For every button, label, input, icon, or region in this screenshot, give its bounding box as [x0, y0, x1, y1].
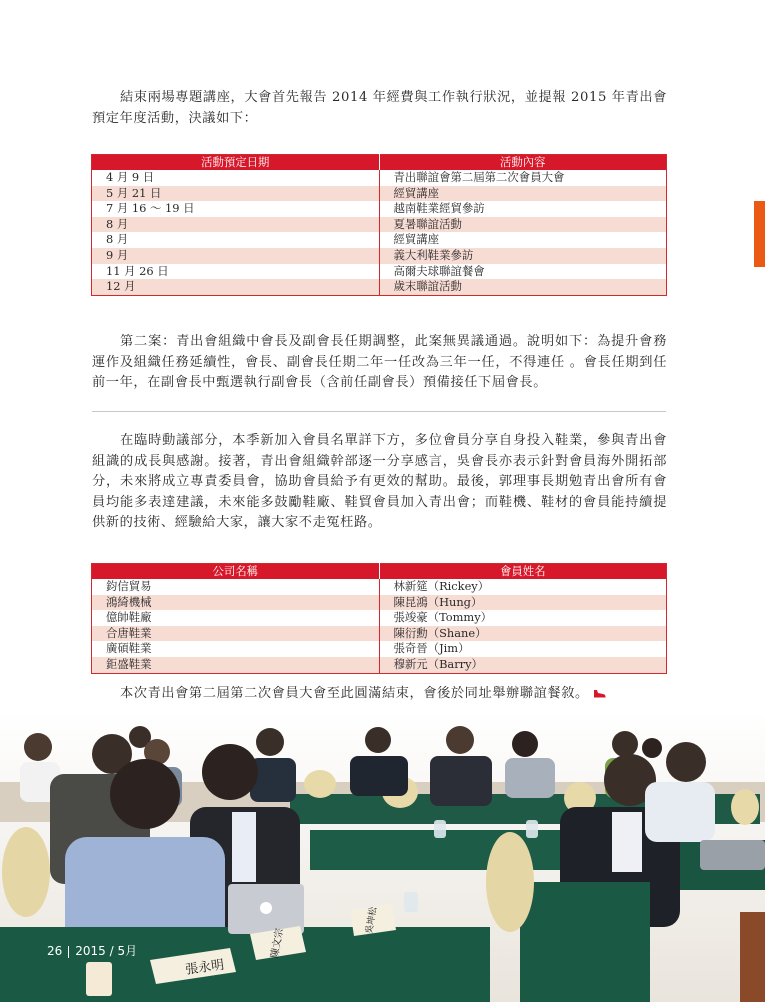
- activity-row: [92, 264, 667, 280]
- member-row-col1: 廣碩鞋業: [92, 641, 380, 657]
- activity-row-col2: 高爾夫球聯誼餐會: [379, 264, 667, 280]
- activity-row-col1: 12 月: [92, 279, 380, 295]
- activity-row: [92, 170, 667, 186]
- member-row-col1: 鈞信貿易: [92, 579, 380, 595]
- member-row: [92, 657, 667, 673]
- page-number: 26: [47, 944, 63, 958]
- member-row-col2: 張奇晉（Jim）: [379, 641, 667, 657]
- member-row-col1: 鴻綺機械: [92, 595, 380, 611]
- member-row: [92, 610, 667, 626]
- activity-row: [92, 201, 667, 217]
- new-members-table: [91, 563, 667, 674]
- column-header-content: 活動內容: [379, 155, 667, 171]
- section-divider: [92, 411, 666, 412]
- activity-row: [92, 279, 667, 295]
- second-case-paragraph: 第二案：青出會組織中會長及副會長任期調整，此案無異議通過。說明如下：為提升會務運作及組織任務延續性，會長、副會長任期二年一任改為三年一任，不得連任 。會長任期到任前一年，在副會長中甄選執行副會長（含前任副會長）預備接任下屆會長。: [92, 334, 667, 391]
- shoe-end-mark-icon: [593, 689, 606, 698]
- member-row: [92, 641, 667, 657]
- motion-paragraph: 在臨時動議部分，本季新加入會員名單詳下方，多位會員分享自身投入鞋業，參與青出會組識的成長與感謝。接著，青出會組織幹部逐一分享感言，吳會長亦表示針對會員海外開拓部分，未來將成立專責委員會，協助會員給予有更效的幫助。最後，郭理事長期勉青出會所有會員均能多表達建議，未來能多鼓勵鞋廠、鞋貿會員加入青出會；而鞋機、鞋材的會員能持續提供新的技術、經驗給大家，讓大家不走冤枉路。: [92, 433, 667, 531]
- name-card-1: 張永明: [184, 957, 226, 978]
- activity-row-col2: 越南鞋業經貿參訪: [379, 201, 667, 217]
- folio-separator: [68, 946, 69, 958]
- activity-row-col1: 8 月: [92, 217, 380, 233]
- activity-row: [92, 217, 667, 233]
- intro-paragraph: 結束兩場專題講座，大會首先報告 2014 年經費與工作執行狀況，並提報 2015 年青出會預定年度活動，決議如下：: [92, 90, 667, 126]
- activity-row-col2: 青出聯誼會第二屆第二次會員大會: [379, 170, 667, 186]
- activity-row-col1: 4 月 9 日: [92, 170, 380, 186]
- activity-row-col1: 8 月: [92, 232, 380, 248]
- member-row: [92, 626, 667, 642]
- section-tab-marker: [754, 201, 765, 267]
- activity-schedule-table: [91, 154, 667, 296]
- activity-row-col2: 義大利鞋業參訪: [379, 248, 667, 264]
- name-card-2: 陳文宗: [269, 927, 286, 960]
- page-folio: [47, 942, 137, 959]
- member-row-col2: 張竣豪（Tommy）: [379, 610, 667, 626]
- activity-row-col1: 5 月 21 日: [92, 186, 380, 202]
- member-row-col2: 陳衍勳（Shane）: [379, 626, 667, 642]
- activity-row-col2: 經貿講座: [379, 232, 667, 248]
- activity-row-col1: 7 月 16 ～ 19 日: [92, 201, 380, 217]
- issue-label: 2015 / 5月: [75, 944, 138, 958]
- member-row: [92, 579, 667, 595]
- activity-row-col2: 夏暑聯誼活動: [379, 217, 667, 233]
- name-card-3: 吳坤松: [364, 906, 380, 935]
- member-row-col2: 林新筵（Rickey）: [379, 579, 667, 595]
- member-row-col1: 鉅盛鞋業: [92, 657, 380, 673]
- activity-row-col1: 9 月: [92, 248, 380, 264]
- member-row: [92, 595, 667, 611]
- activity-row-col1: 11 月 26 日: [92, 264, 380, 280]
- member-row-col2: 陳昆鴻（Hung）: [379, 595, 667, 611]
- member-row-col2: 穆新元（Barry）: [379, 657, 667, 673]
- closing-text: 本次青出會第二屆第二次會員大會至此圓滿結束，會後於同址舉辦聯誼餐敘。: [120, 686, 589, 701]
- column-header-date: 活動預定日期: [92, 155, 380, 171]
- activity-row-col2: 經貿講座: [379, 186, 667, 202]
- activity-row: [92, 186, 667, 202]
- activity-row: [92, 248, 667, 264]
- column-header-company: 公司名稱: [92, 564, 380, 580]
- column-header-member: 會員姓名: [379, 564, 667, 580]
- member-row-col1: 合唐鞋業: [92, 626, 380, 642]
- member-row-col1: 億帥鞋廠: [92, 610, 380, 626]
- closing-paragraph: [92, 684, 667, 704]
- activity-row: [92, 232, 667, 248]
- activity-row-col2: 歲末聯誼活動: [379, 279, 667, 295]
